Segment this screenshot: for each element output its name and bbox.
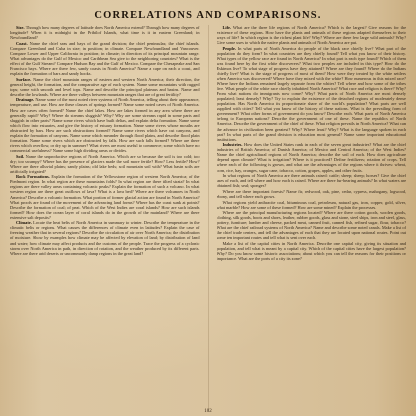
- paragraph: [217, 142, 407, 172]
- paragraph: [10, 174, 200, 219]
- page-number: 102: [204, 409, 212, 414]
- paragraph-text: Name the chief mountain ranges of eastern and western North America; their direction, the general height, the formation, and the comparative age of each system. Name some mountains with rugged tops; some with smooth and level tops. Name and describe the principal plateaus and basins. Name and describe the lowlands. Where are there valleys between mountain ranges that are of great fertility?: [10, 76, 200, 97]
- paragraph: [217, 189, 407, 199]
- paragraph-text: Name the unproductive regions of North America. Which are so because the soil is too cold; too dry; too swampy? Where has the presence of glaciers made the soil more fertile? How? Less fertile? How? Where are there alluvial plains; sandy plains; old lake beds; soil mountain soil with? What basin soils are artificially irrigated?: [10, 153, 200, 174]
- text-columns: [10, 25, 406, 411]
- paragraph: [217, 241, 407, 261]
- paragraph: [10, 220, 200, 255]
- paragraph-text: Name the chief seas and bays of the grand division; the chief peninsulas; the chief islands. Compare Greenland and Cuba in size; in position; in climate. Compare Newfoundland and Vancouver. Compare Lower and Upper California in position; in climate; in direction of its principal mountain range. What advantages do the Gulf of Mexico and Caribbean Sea give to the neighboring countries? What is the effect of the Gulf Stream? Compare Hudson Bay and the Gulf of Mexico. Compare the Chesapeake and San Francisco bays. Where are there few, sandy coasts in North America? Name a cape on each a coast, and explain the formation of bars and sandy hooks.: [10, 40, 200, 77]
- paragraph-text: Locate the heat belts of North America in summary to winter. Describe the temperature in the climatic belts or regions. What causes the differences of climate even in latitudes? Explain the case of freezing weather that in several regions? Describe the circulation of air over North America; the distribution of moisture. Show by examples how climate may be affected by elevation of land; by distribution of land and water; how climate may affect products and the customs of the people. Trace the progress of a cyclonic storm over North America in path, in direction of rotation, and the weather produced by its different parts. Where are there arid deserts or uncommonly damp regions in the great land?: [10, 220, 200, 256]
- paragraph-text: Explain the formation of the Yellowstone region of western North America; of the Piedmont region. In what region are these mountains folds? In what region are there tilted strata? In what regions are there valley areas containing volcanic peaks? Explain the formation of such a volcano. In what western region are there great outflows of lava? What is a lava bed? Where are there volcanoes in North America? Describe a volcanic formation. What portion of former glacial action are found in North America? What proofs are found of the movement of the advancing land forms? Where has the coast sunk at points? Describe the formation of coal; of peat. Which of the West Indies are coral islands? How are such islands formed? How does the ocean layer of coral islands do in the growth of the mainland? Where are there extensive salt deposits?: [10, 174, 200, 220]
- paragraph: [217, 46, 407, 142]
- paragraph: [10, 25, 200, 40]
- paragraph-heading: Surface.: [16, 76, 32, 82]
- paragraph-text: In what regions of North America are there animals raised: cattle; sheep; sheep; horses? Give the chief uses of each, and tell where and how each is raised. Where are there fur-bearing animals? In what waters are obtained fish; seal; sponges?: [216, 173, 406, 189]
- paragraph-text: Make a list of the capital cities in North America. Describe one capital city, giving its situation and population, and tell what is meant by a capital city. Which of the capital cities have the largest population? Why? Do you know some historic associations; about which you can tell the reasons for their positions or importance. What are the ports of a city its zone?: [216, 241, 406, 262]
- paragraph-heading: Drainage.: [16, 97, 35, 103]
- paragraph-heading: Soil.: [16, 153, 25, 159]
- paragraph: [217, 210, 407, 240]
- paragraph: [10, 97, 200, 153]
- paragraph-text: How does the United States rank in each of the seven great industries? What are the chief industries of British America; of Danish America; of Mexico and Central America; of the West Indies? Name the chief agricultural regions of North America; describe the soil of each. How does agriculture depend upon climate? What is irrigation? Where is it practiced? Define fertilizers; rotation of crops. Tell where each of the following is grown, and what are the advantages of the regions where it thrives: wheat, corn, rice, hay, oranges, sugar cane, tobacco, cotton, grapes, apples, and other fruits.: [216, 142, 406, 173]
- paragraph-heading: Industries.: [222, 142, 243, 148]
- right-column: [217, 25, 407, 411]
- page-title: CORRELATIONS AND COMPARISONS.: [94, 10, 322, 21]
- paragraph-heading: Coast.: [16, 40, 28, 46]
- paragraph-text: Where are the principal manufacturing regions located? Where are there cotton goods, woolen goods, clothing, silk goods, boots and shoes, leather, rubber goods, glass and stone, steel ships, iron and steel, glass, pottery, furniture; lumber and cheese, packed meat, canned fruit, canned fish, refined sugar, flour, tobacco? What are the chief railroad systems of North America? Name and describe some noted canals. Make a list of the chief trade centers, and tell the advantages of each that they are located upon national routes. Point out some ten important routes and tell what is sent over each.: [216, 210, 406, 241]
- paragraph: [10, 41, 200, 76]
- paragraph: [10, 77, 200, 97]
- paragraph-heading: Climate.: [16, 220, 32, 226]
- column-divider: [208, 25, 209, 411]
- paragraph: [217, 200, 407, 210]
- paragraph-heading: People.: [222, 45, 236, 51]
- paragraph-text: Name some of the most noted river systems of North America, telling about their appearance, temperature, and use. How are these classes of springs formed? Name some noted caves of North America. How are caves often formed? Name the chief lakes. How are lakes formed in any area where there are generally rapid? Why? Where do streams sluggish? Why? Why are some streams rapid in some parts and sluggish in other parts? Name some rivers which have built deltas, and explain delta formation. Name some which flow into estuaries, and give the history of estuary formation. Name some rivers whose mouths are obstructed by bars. How are such obstructions formed? Name some rivers which have cut canyons, and explain the formation of canyons. Name some which meander through flood plains, and describe flood plain formation. Name some rivers which are obstructed by falls. How are such falls formed? Where are there rivers which overflow, or dry up in summer? What rivers are most useful to commerce; some which have no commercial usefulness? Name some high dividing areas or divides.: [10, 97, 200, 153]
- paragraph-heading: Rock Formations.: [16, 174, 50, 180]
- paragraph: [217, 25, 407, 45]
- paragraph: [217, 173, 407, 188]
- left-column: [10, 25, 200, 411]
- paragraph-text: What regions yield anthracite coal, bituminous coal, petroleum, natural gas, iron, copper, gold, silver, what marble? How are some of these formed? How are some mined? Explain the processes.: [216, 199, 406, 210]
- paragraph-heading: Life.: [222, 25, 232, 30]
- paragraph-text: What are the three life regions of North America? Which is the largest? Give reasons for the existence of these regions. How have the plants and animals of these regions adapted themselves to their ways of life? In which region is the richest plant life? Why? Where are there few large wild animals? Why? Give some uses to which the native plants and animals of North America are put.: [216, 25, 406, 46]
- paragraph: [10, 154, 200, 174]
- paragraph-heading: Size.: [16, 25, 25, 30]
- paragraph-text: Where are there important forests? Name fir, redwood, oak, pine, cedar, cypress, mahogany, logwood, ebony, and tell where each grows.: [216, 188, 406, 199]
- paragraph-text: Through how many degrees of latitude does North America extend? Through how many degrees of longitude? When it is midnight in the Pribilof Islands, what time is it in eastern Greenland; in Newfoundland?: [10, 25, 200, 41]
- paragraph-text: In what parts of North America do people of the black race chiefly live? What part of the population do they form? In what countries are they chiefly found? Tell what you know of their history. What types of the yellow race are found in North America? In what part is each type found? Which of them was found here by the first white discoverers? What two peoples are included in this type? How do the Eskimos live? To what stage of progress have they attained? Where are they found? Where do the Indians chiefly live? What is the stage of progress of most of them? How were they treated by the white settlers when America was discovered? Where have they mixed with the white? How numerous in this mixed race? Where have the Indians remained largely separate from the whites? Tell where and how some of the tribes live. What people of the white race chiefly inhabited North America? What race and religion is there? Why? From what nations do immigrants now come? Why? What parts of North America are most densely populated; least densely? Why? Try to explain the existence of the detached regions of moderately dense population. Has North America its proportionate share of the world's population? What parts are well supplied with cities? Tell what you know of the history of these nations. What is the prevailing form of government? What other forms of government do you know? Describe each. What parts of North America belong to European nations? Describe the government of one of these. Name the republics of North America. Describe the government of the chief of these. What religion prevails in North America? What can the advance in civilization been greatest? Why? Where least? Why? What is the language spoken in each part? In what parts of the grand division is education most general? Name some important educational institutions.: [216, 45, 406, 142]
